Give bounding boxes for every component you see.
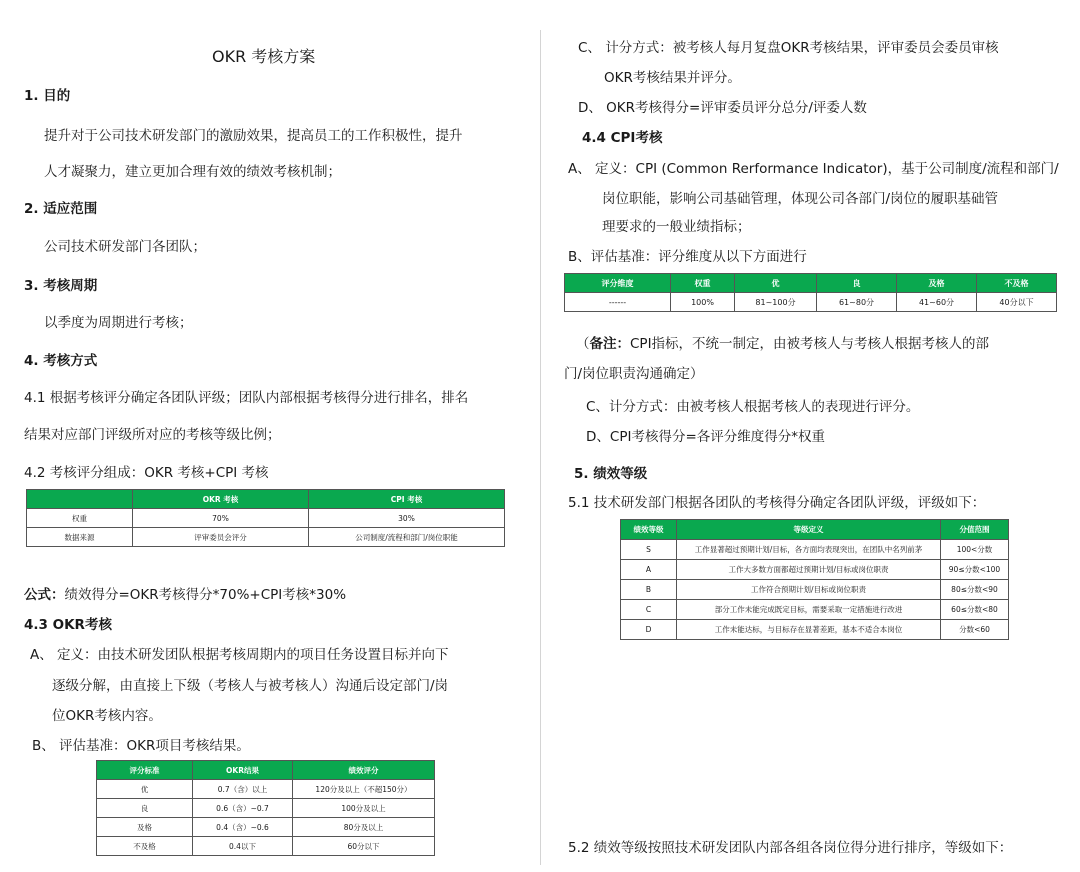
table-cell: S bbox=[621, 540, 677, 560]
okr-evaluation-basis: B、 评估基准：OKR项目考核结果。 bbox=[32, 738, 250, 754]
table-cell: 60分以下 bbox=[293, 837, 435, 856]
table-row bbox=[621, 540, 1009, 560]
cpi-dimension-table bbox=[564, 273, 1057, 312]
table-cell: 0.4以下 bbox=[193, 837, 293, 856]
table-row bbox=[565, 293, 1057, 312]
section-4-3-heading: 4.3 OKR考核 bbox=[24, 617, 112, 633]
table-cell: 公司制度/流程和部门/岗位职能 bbox=[309, 528, 505, 547]
cpi-definition-line-3: 理要求的一般业绩指标； bbox=[602, 219, 751, 235]
section-1-heading: 1. 目的 bbox=[24, 88, 71, 104]
cpi-note-label: 备注： bbox=[589, 336, 630, 352]
table-header-cell bbox=[27, 490, 133, 509]
table-cell: 60≤分数<80 bbox=[941, 600, 1009, 620]
formula-text: 绩效得分=OKR考核得分*70%+CPI考核*30% bbox=[64, 587, 347, 603]
cpi-score-formula: D、CPI考核得分=各评分维度得分*权重 bbox=[586, 429, 826, 445]
table-cell: 数据来源 bbox=[27, 528, 133, 547]
table-header-cell: 评分维度 bbox=[565, 274, 671, 293]
score-composition-table bbox=[26, 489, 505, 547]
table-cell: 分数<60 bbox=[941, 620, 1009, 640]
table-cell: 0.6（含）~0.7 bbox=[193, 799, 293, 818]
section-4-1-line-1: 4.1 根据考核评分确定各团队评级；团队内部根据考核得分进行排名，排名 bbox=[24, 390, 469, 406]
table-header-cell: 等级定义 bbox=[677, 520, 941, 540]
section-5-2-text: 5.2 绩效等级按照技术研发团队内部各组各岗位得分进行排序，等级如下： bbox=[568, 840, 1013, 856]
table-header-row bbox=[97, 761, 435, 780]
table-header-cell: OKR结果 bbox=[193, 761, 293, 780]
table-cell: 120分及以上（不超150分） bbox=[293, 780, 435, 799]
table-row bbox=[621, 620, 1009, 640]
section-3-text: 以季度为周期进行考核； bbox=[44, 315, 193, 331]
table-cell: 优 bbox=[97, 780, 193, 799]
table-row bbox=[621, 600, 1009, 620]
document-title: OKR 考核方案 bbox=[212, 47, 316, 66]
section-4-4-heading: 4.4 CPI考核 bbox=[582, 130, 663, 146]
table-cell: 80≤分数<90 bbox=[941, 580, 1009, 600]
table-header-row bbox=[27, 490, 505, 509]
cpi-note-line-1 bbox=[576, 332, 989, 352]
section-4-1-line-2: 结果对应部门评级所对应的考核等级比例； bbox=[24, 427, 281, 443]
cpi-note-text: CPI指标，不统一制定，由被考核人与考核人根据考核人的部 bbox=[630, 336, 990, 352]
table-cell: 40分以下 bbox=[977, 293, 1057, 312]
okr-definition-line-3: 位OKR考核内容。 bbox=[52, 708, 162, 724]
table-row bbox=[97, 780, 435, 799]
table-header-cell: 分值范围 bbox=[941, 520, 1009, 540]
section-1-text-line-2: 人才凝聚力，建立更加合理有效的绩效考核机制； bbox=[44, 164, 341, 180]
table-header-cell: 不及格 bbox=[977, 274, 1057, 293]
table-cell: 70% bbox=[133, 509, 309, 528]
table-cell: 0.7（含）以上 bbox=[193, 780, 293, 799]
table-cell: 工作大多数方面都超过预期计划/目标或岗位职责 bbox=[677, 560, 941, 580]
table-cell: 61~80分 bbox=[817, 293, 897, 312]
table-cell: D bbox=[621, 620, 677, 640]
okr-score-formula: D、 OKR考核得分=评审委员评分总分/评委人数 bbox=[578, 100, 867, 116]
cpi-evaluation-basis: B、评估基准：评分维度从以下方面进行 bbox=[568, 249, 807, 265]
table-cell: 81~100分 bbox=[735, 293, 817, 312]
table-header-cell: CPI 考核 bbox=[309, 490, 505, 509]
section-2-text: 公司技术研发部门各团队； bbox=[44, 239, 206, 255]
table-cell: 工作显著超过预期计划/目标，各方面均表现突出，在团队中名列前茅 bbox=[677, 540, 941, 560]
table-cell: ------ bbox=[565, 293, 671, 312]
table-header-cell: 优 bbox=[735, 274, 817, 293]
section-3-heading: 3. 考核周期 bbox=[24, 278, 98, 294]
performance-grade-table bbox=[620, 519, 1009, 640]
table-row bbox=[97, 799, 435, 818]
table-cell: 工作未能达标，与目标存在显著差距，基本不适合本岗位 bbox=[677, 620, 941, 640]
table-row bbox=[27, 528, 505, 547]
section-4-2-text: 4.2 考核评分组成：OKR 考核+CPI 考核 bbox=[24, 465, 269, 481]
table-header-cell: 评分标准 bbox=[97, 761, 193, 780]
table-row bbox=[621, 560, 1009, 580]
table-cell: 90≤分数<100 bbox=[941, 560, 1009, 580]
table-cell: C bbox=[621, 600, 677, 620]
table-cell: A bbox=[621, 560, 677, 580]
table-cell: 0.4（含）~0.6 bbox=[193, 818, 293, 837]
table-cell: 工作符合预期计划/目标或岗位职责 bbox=[677, 580, 941, 600]
okr-scoring-method-line-2: OKR考核结果并评分。 bbox=[604, 70, 741, 86]
cpi-definition-line-1: A、 定义：CPI (Common Rerformance Indicator)，基于公司制度/流程和部门/ bbox=[568, 161, 1059, 177]
okr-definition-line-2: 逐级分解，由直接上下级（考核人与被考核人）沟通后设定部门/岗 bbox=[52, 678, 449, 694]
table-cell: 80分及以上 bbox=[293, 818, 435, 837]
formula-label: 公式： bbox=[24, 587, 65, 603]
table-header-cell: 绩效等级 bbox=[621, 520, 677, 540]
table-row bbox=[621, 580, 1009, 600]
section-4-heading: 4. 考核方式 bbox=[24, 353, 98, 369]
table-cell: 100% bbox=[671, 293, 735, 312]
table-row bbox=[97, 837, 435, 856]
okr-scoring-table bbox=[96, 760, 435, 856]
table-header-cell: 权重 bbox=[671, 274, 735, 293]
table-cell: 100<分数 bbox=[941, 540, 1009, 560]
table-cell: 100分及以上 bbox=[293, 799, 435, 818]
table-cell: B bbox=[621, 580, 677, 600]
section-5-1-text: 5.1 技术研发部门根据各团队的考核得分确定各团队评级，评级如下： bbox=[568, 495, 986, 511]
table-cell: 评审委员会评分 bbox=[133, 528, 309, 547]
table-cell: 41~60分 bbox=[897, 293, 977, 312]
table-header-cell: OKR 考核 bbox=[133, 490, 309, 509]
table-row bbox=[27, 509, 505, 528]
table-row bbox=[97, 818, 435, 837]
section-2-heading: 2. 适应范围 bbox=[24, 201, 98, 217]
cpi-scoring-method: C、计分方式：由被考核人根据考核人的表现进行评分。 bbox=[586, 399, 920, 415]
table-cell: 不及格 bbox=[97, 837, 193, 856]
section-1-text-line-1: 提升对于公司技术研发部门的激励效果，提高员工的工作积极性，提升 bbox=[44, 128, 463, 144]
table-cell: 及格 bbox=[97, 818, 193, 837]
okr-scoring-method-line-1: C、 计分方式：被考核人每月复盘OKR考核结果，评审委员会委员审核 bbox=[578, 40, 999, 56]
okr-definition-line-1: A、 定义：由技术研发团队根据考核周期内的项目任务设置目标并向下 bbox=[30, 647, 449, 663]
cpi-note-line-2: 门/岗位职责沟通确定） bbox=[564, 366, 704, 382]
table-header-row bbox=[565, 274, 1057, 293]
table-cell: 良 bbox=[97, 799, 193, 818]
table-cell: 部分工作未能完成既定目标，需要采取一定措施进行改进 bbox=[677, 600, 941, 620]
column-divider bbox=[540, 30, 541, 865]
cpi-definition-line-2: 岗位职能，影响公司基础管理，体现公司各部门/岗位的履职基础管 bbox=[602, 191, 999, 207]
table-header-cell: 及格 bbox=[897, 274, 977, 293]
table-header-row bbox=[621, 520, 1009, 540]
table-cell: 权重 bbox=[27, 509, 133, 528]
table-header-cell: 良 bbox=[817, 274, 897, 293]
table-header-cell: 绩效评分 bbox=[293, 761, 435, 780]
formula-line bbox=[24, 583, 346, 603]
section-5-heading: 5. 绩效等级 bbox=[574, 466, 648, 482]
table-cell: 30% bbox=[309, 509, 505, 528]
cpi-note-open-paren: （ bbox=[576, 336, 590, 352]
